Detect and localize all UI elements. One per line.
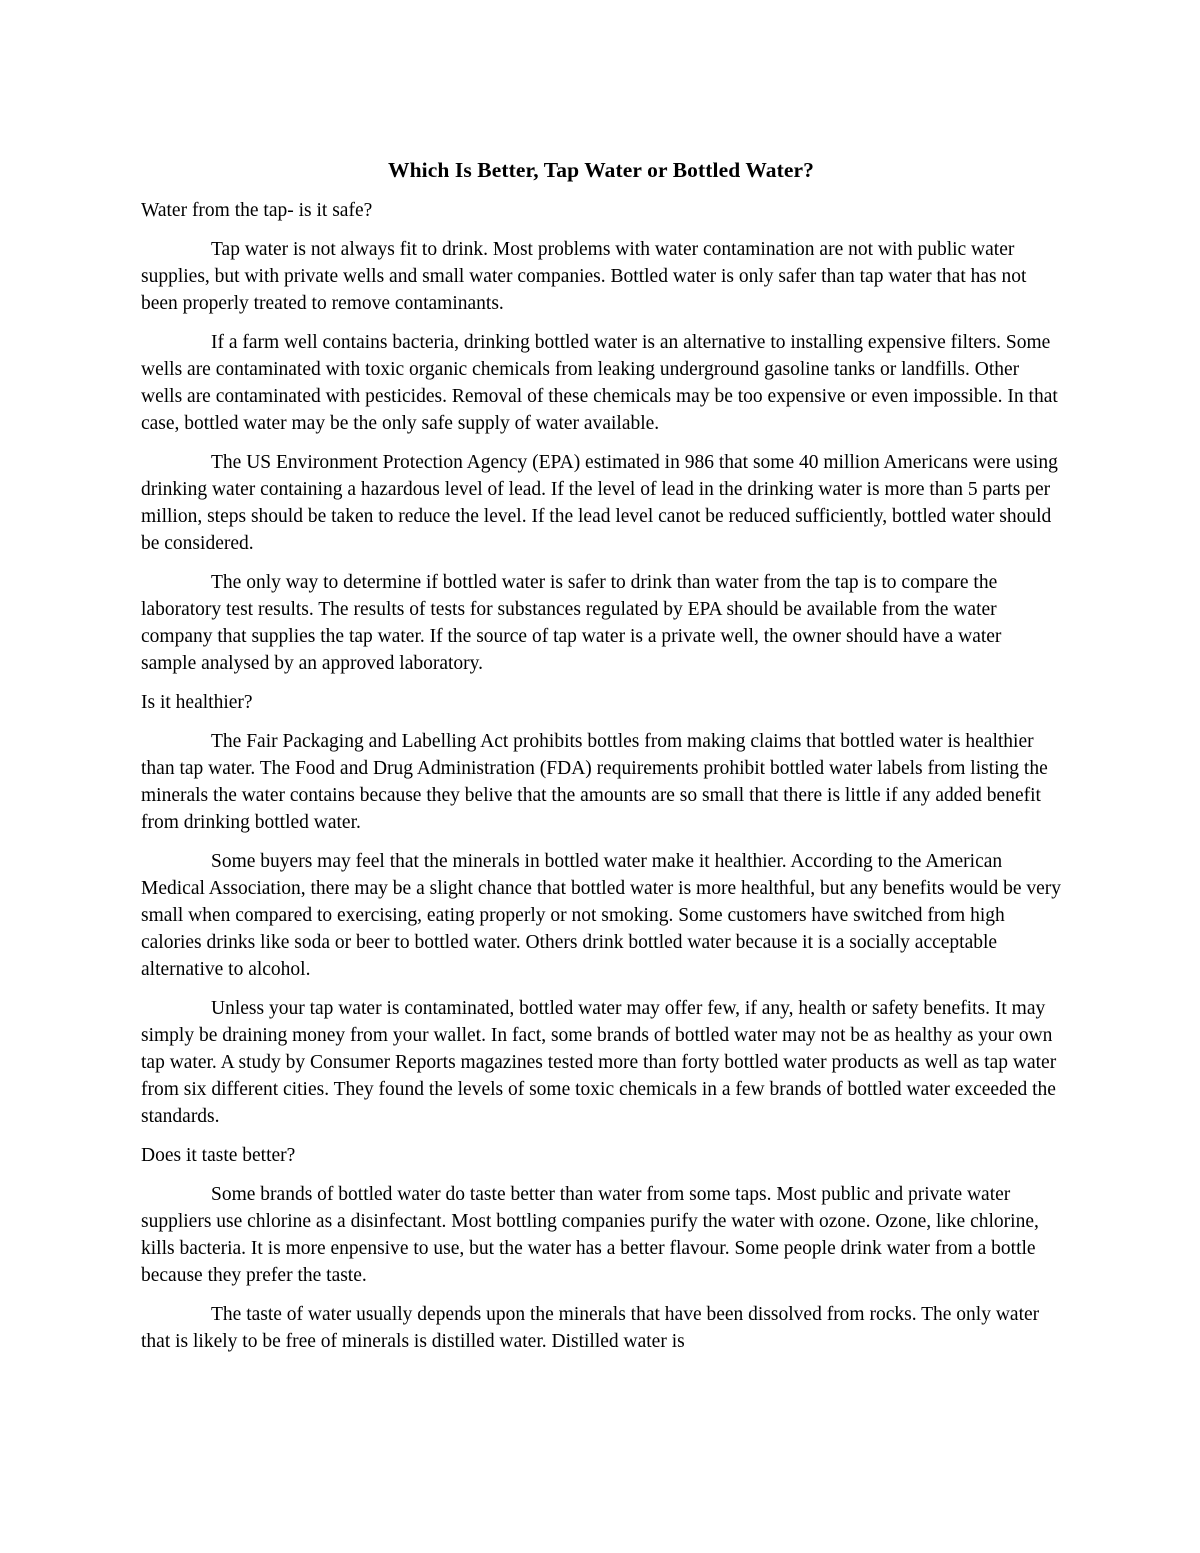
- paragraph: The US Environment Protection Agency (EPA) estimated in 986 that some 40 million Americans were using drinking water containing a hazardous level of lead. If the level of lead in the drinking water is more than 5 parts per million, steps should be taken to reduce the level. If the lead level canot be reduced sufficiently, bottled water should be considered.: [141, 452, 1058, 554]
- document-title: Which Is Better, Tap Water or Bottled Water?: [387, 158, 815, 182]
- paragraph: If a farm well contains bacteria, drinking bottled water is an alternative to installing expensive filters. Some wells are contaminated with toxic organic chemicals from leaking underground gasoline tanks or landfills. Other wells are contaminated with pesticides. Removal of these chemicals may be too expensive or even impossible. In that case, bottled water may be the only safe supply of water available.: [141, 332, 1058, 434]
- document-body: [141, 155, 1061, 1367]
- paragraph: Tap water is not always fit to drink. Most problems with water contamination are not with public water supplies, but with private wells and small water companies. Bottled water is only safer than tap water that has not been properly treated to remove contaminants.: [141, 239, 1027, 314]
- paragraph: Some buyers may feel that the minerals in bottled water make it healthier. According to the American Medical Association, there may be a slight chance that bottled water is more healthful, but any benefits would be very small when compared to exercising, eating properly or not smoking. Some customers have switched from high calories drinks like soda or beer to bottled water. Others drink bottled water because it is a socially acceptable alternative to alcohol.: [141, 851, 1062, 980]
- section-heading: Water from the tap- is it safe?: [141, 200, 373, 221]
- section-heading: Is it healthier?: [141, 692, 253, 713]
- section-healthier: [141, 689, 1061, 1130]
- section-heading: Does it taste better?: [141, 1145, 296, 1166]
- paragraph: The Fair Packaging and Labelling Act prohibits bottles from making claims that bottled water is healthier than tap water. The Food and Drug Administration (FDA) requirements prohibit bottled water labels from listing the minerals the water contains because they belive that the amounts are so small that there is little if any added benefit from drinking bottled water.: [141, 731, 1048, 833]
- section-tap-safety: [141, 197, 1061, 677]
- paragraph: Some brands of bottled water do taste better than water from some taps. Most public and private water suppliers use chlorine as a disinfectant. Most bottling companies purify the water with ozone. Ozone, like chlorine, kills bacteria. It is more enpensive to use, but the water has a better flavour. Some people drink water from a bottle because they prefer the taste.: [141, 1184, 1039, 1286]
- paragraph: The taste of water usually depends upon the minerals that have been dissolved from rocks. The only water that is likely to be free of minerals is distilled water. Distilled water is: [141, 1304, 1040, 1352]
- paragraph: Unless your tap water is contaminated, bottled water may offer few, if any, health or safety benefits. It may simply be draining money from your wallet. In fact, some brands of bottled water may not be as healthy as your own tap water. A study by Consumer Reports magazines tested more than forty bottled water products as well as tap water from six different cities. They found the levels of some toxic chemicals in a few brands of bottled water exceeded the standards.: [141, 998, 1057, 1127]
- paragraph: The only way to determine if bottled water is safer to drink than water from the tap is to compare the laboratory test results. The results of tests for substances regulated by EPA should be available from the water company that supplies the tap water. If the source of tap water is a private well, the owner should have a water sample analysed by an approved laboratory.: [141, 572, 1002, 674]
- section-taste: [141, 1142, 1061, 1355]
